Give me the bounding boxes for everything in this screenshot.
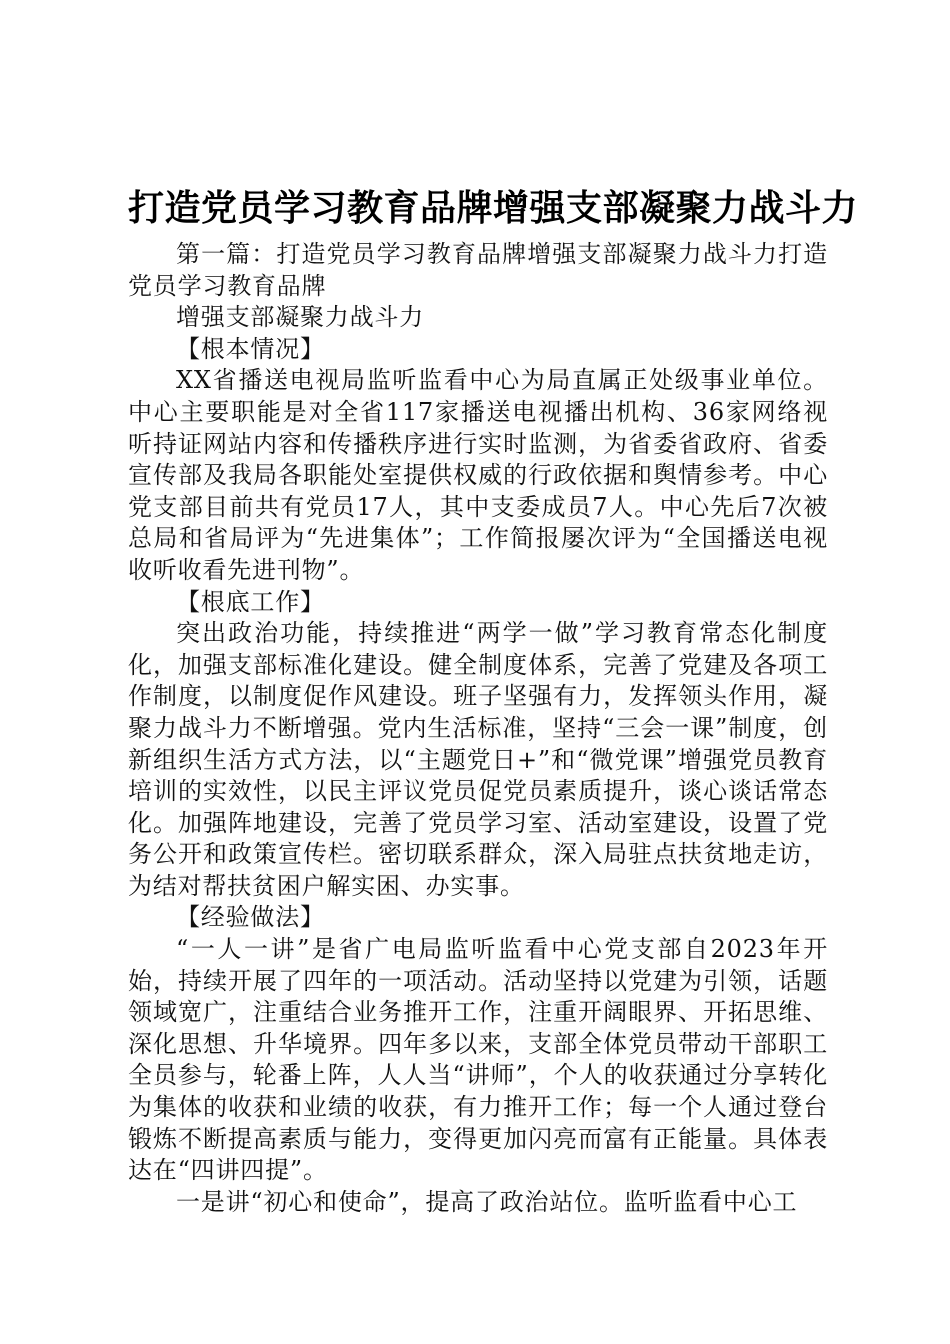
section-heading-foundation: 【根底工作】 xyxy=(176,587,325,616)
section-heading-experience: 【经验做法】 xyxy=(176,903,325,932)
paragraph-subtitle: 增强支部凝聚力战斗力 xyxy=(176,303,424,332)
paragraph-experience: “一人一讲”是省广电局监听监看中心党支部自2023年开始，持续开展了四年的一项活动。活动坚持以党建为引领，话题领域宽广，注重结合业务推开工作，注重开阔眼界、开拓思维、深化思想、升华境界。四年多以来，支部全体党员带动干部职工全员参与，轮番上阵，人人当“讲师”，个人的收获通过分享转化为集体的收获和业绩的收获，有力推开工作；每一个人通过登台锻炼不断提高素质与能力，变得更加闪亮而富有正能量。具体表达在“四讲四提”。 xyxy=(128,935,828,1185)
paragraph-point-one: 一是讲“初心和使命”，提高了政治站位。监听监看中心工 xyxy=(176,1187,798,1216)
document-title: 打造党员学习教育品牌增强支部凝聚力战斗力 xyxy=(128,188,859,229)
section-heading-basic: 【根本情况】 xyxy=(176,334,325,363)
document-page xyxy=(128,185,859,1218)
paragraph-intro: 第一篇：打造党员学习教育品牌增强支部凝聚力战斗力打造党员学习教育品牌 xyxy=(128,240,828,300)
paragraph-basic-situation: XX省播送电视局监听监看中心为局直属正处级事业单位。中心主要职能是对全省117家播送电视播出机构、36家网络视听持证网站内容和传播秩序进行实时监测，为省委省政府、省委宣传部及我局各职能处室提供权威的行政依据和舆情参考。中心党支部目前共有党员17人，其中支委成员7人。中心先后7次被总局和省局评为“先进集体”；工作简报屡次评为“全国播送电视收听收看先进刊物”。 xyxy=(128,366,828,584)
paragraph-foundation-work: 突出政治功能，持续推进“两学一做”学习教育常态化制度化，加强支部标准化建设。健全制度体系，完善了党建及各项工作制度，以制度促作风建设。班子坚强有力，发挥领头作用，凝聚力战斗力不断增强。党内生活标准，坚持“三会一课”制度，创新组织生活方式方法，以“主题党日+”和“微党课”增强党员教育培训的实效性，以民主评议党员促党员素质提升，谈心谈话常态化。加强阵地建设，完善了党员学习室、活动室建设，设置了党务公开和政策宣传栏。密切联系群众，深入局驻点扶贫地走访，为结对帮扶贫困户解实困、办实事。 xyxy=(128,619,828,900)
